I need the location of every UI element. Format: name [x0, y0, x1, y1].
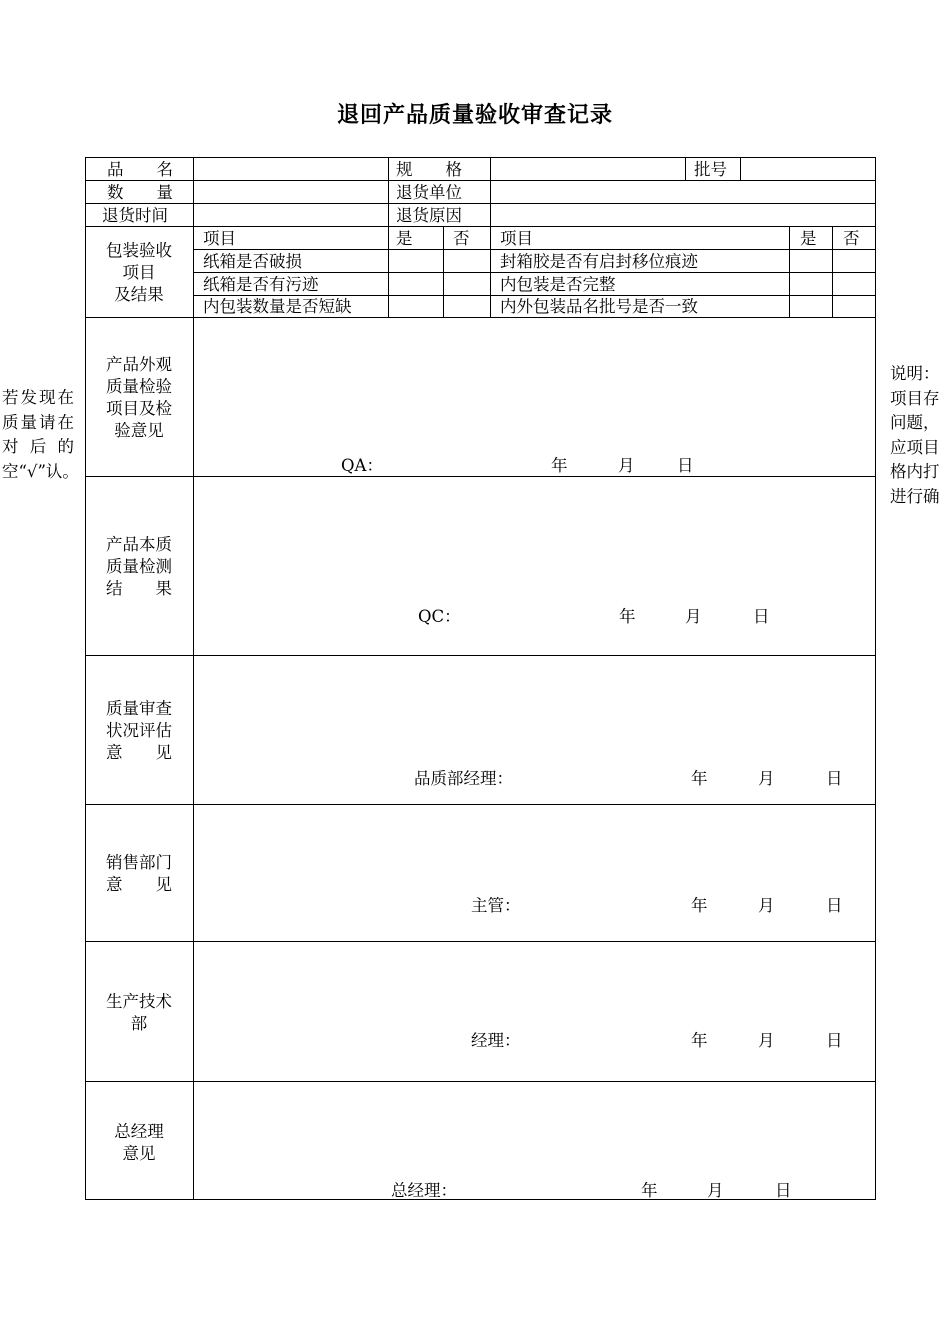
date-year: 年 [551, 456, 568, 475]
right-note-line: 说明： [890, 364, 940, 383]
right-note-line: 进行确 [890, 486, 940, 506]
check-item: 内包装是否完整 [500, 275, 616, 294]
batch-no-label: 批号 [694, 160, 727, 179]
col-yes-header: 是 [396, 229, 413, 248]
label-line: 结 果 [106, 579, 172, 598]
label-line: 质量审查 [106, 699, 172, 718]
appearance-label [85, 354, 193, 442]
sales-label [85, 852, 193, 896]
return-reason-label: 退货原因 [396, 206, 462, 225]
production-label [85, 991, 193, 1035]
date-year: 年 [691, 1031, 708, 1050]
date-day: 日 [753, 607, 770, 626]
check-item: 内外包装品名批号是否一致 [500, 297, 698, 316]
date-day: 日 [826, 769, 843, 788]
spec-label: 规 格 [396, 160, 462, 179]
date-month: 月 [758, 769, 775, 788]
product-name-label: 品 名 [107, 160, 173, 179]
label-line: 产品本质 [106, 535, 172, 554]
left-note: 若发现在质量请在对后的空“√”认。 [2, 388, 79, 481]
check-item: 纸箱是否破损 [203, 252, 302, 271]
date-year: 年 [691, 896, 708, 915]
date-month: 月 [758, 896, 775, 915]
check-item: 纸箱是否有污迹 [203, 275, 319, 294]
col-item-header: 项目 [203, 229, 236, 248]
review-label [85, 698, 193, 764]
label-line: 生产技术 [106, 992, 172, 1011]
packaging-label [85, 240, 193, 306]
quality-manager-signer: 品质部经理： [414, 769, 513, 788]
date-month: 月 [707, 1181, 724, 1200]
label-line: 产品外观 [106, 355, 172, 374]
manager-signer: 经理： [471, 1031, 521, 1050]
date-day: 日 [775, 1181, 792, 1200]
qc-signer: QC： [418, 607, 461, 626]
label-line: 状况评估 [106, 721, 172, 740]
date-year: 年 [641, 1181, 658, 1200]
packaging-label-line: 包装验收 [106, 241, 172, 260]
return-time-label: 退货时间 [102, 206, 168, 225]
label-line: 质量检验 [106, 377, 172, 396]
supervisor-signer: 主管： [471, 896, 521, 915]
label-line: 质量检测 [106, 557, 172, 576]
label-line: 销售部门 [106, 853, 172, 872]
right-note-line: 项目存 [890, 388, 940, 408]
date-month: 月 [618, 456, 635, 475]
right-note [890, 362, 950, 509]
date-day: 日 [826, 896, 843, 915]
quantity-label: 数 量 [107, 183, 173, 202]
packaging-label-line: 及结果 [114, 285, 164, 304]
gm-signer: 总经理： [391, 1181, 457, 1200]
label-line: 部 [130, 1014, 148, 1033]
date-month: 月 [685, 607, 702, 626]
check-item: 内包装数量是否短缺 [203, 297, 352, 316]
col-item-header: 项目 [500, 229, 533, 248]
date-day: 日 [826, 1031, 843, 1050]
label-line: 总经理 [114, 1122, 164, 1141]
col-yes-header: 是 [800, 229, 817, 248]
label-line: 验意见 [114, 421, 164, 440]
date-month: 月 [758, 1031, 775, 1050]
label-line: 项目及检 [106, 399, 172, 418]
return-unit-label: 退货单位 [396, 183, 462, 202]
col-no-header: 否 [453, 229, 470, 248]
right-note-line: 问题， [890, 413, 940, 432]
label-line: 意 见 [106, 875, 172, 894]
label-line: 意 见 [106, 743, 172, 762]
qa-signer: QA： [341, 456, 383, 475]
check-item: 封箱胶是否有启封移位痕迹 [500, 252, 698, 271]
date-year: 年 [691, 769, 708, 788]
page-title: 退回产品质量验收审查记录 [336, 102, 613, 128]
date-year: 年 [619, 607, 636, 626]
date-day: 日 [677, 456, 694, 475]
gm-label [85, 1121, 193, 1165]
right-note-line: 格内打 [890, 462, 940, 481]
packaging-label-line: 项目 [122, 263, 156, 282]
col-no-header: 否 [843, 229, 860, 248]
intrinsic-label [85, 534, 193, 600]
right-note-line: 应项目 [890, 437, 940, 457]
label-line: 意见 [122, 1144, 156, 1163]
